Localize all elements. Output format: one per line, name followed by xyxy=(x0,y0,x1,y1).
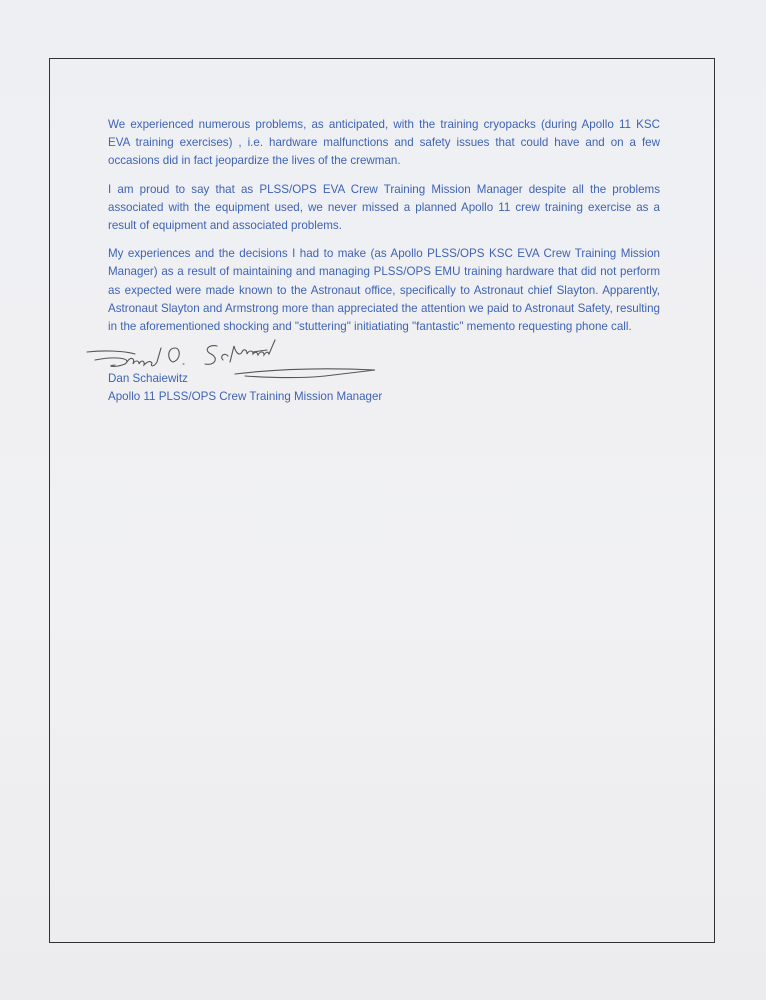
paragraph-1: We experienced numerous problems, as anticipated, with the training cryopacks (during Apollo 11 KSC EVA training exercises) , i.e. hardware malfunctions and safety issues that could have and on a few occasions did in fact jeopardize the lives of the crewman. xyxy=(108,118,660,168)
paragraph-3: My experiences and the decisions I had to make (as Apollo PLSS/OPS KSC EVA Crew Training Mission Manager) as a result of maintaining and managing PLSS/OPS EMU training hardware that did not perform as expected were made known to the Astronaut office, specifically to Astronaut chief Slayton. Apparently, Astronaut Slayton and Armstrong more than appreciated the attention we paid to Astronaut Safety, resulting in the aforementioned shocking and "stuttering" initiatiating "fantastic" memento requesting phone call. xyxy=(108,247,660,334)
signer-title: Apollo 11 PLSS/OPS Crew Training Mission Manager xyxy=(108,390,383,403)
paragraph-2: I am proud to say that as PLSS/OPS EVA Crew Training Mission Manager despite all the problems associated with the equipment used, we never missed a planned Apollo 11 crew training exercise as a result of equipment and associated problems. xyxy=(108,182,660,233)
letter-body xyxy=(108,116,660,346)
signer-name: Dan Schaiewitz xyxy=(108,372,188,385)
signature-block xyxy=(108,370,382,406)
